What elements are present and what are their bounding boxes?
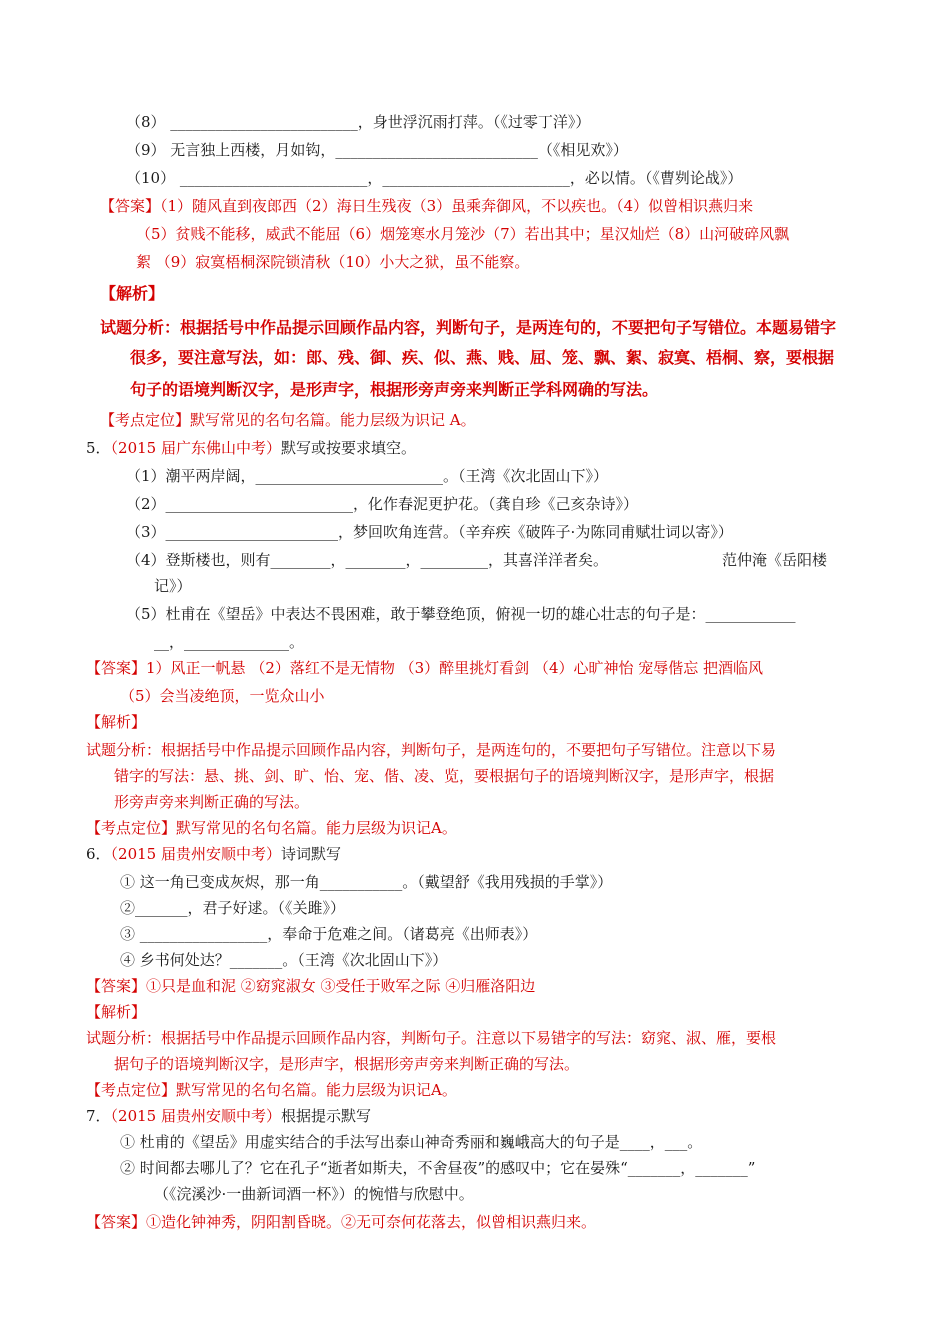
q5-prompt: 默写或按要求填空。 (281, 439, 417, 457)
q6-kaodian: 【考点定位】默写常见的名句名篇。能力层级为识记A。 (86, 1081, 457, 1099)
q6-jiexi-label: 【解析】 (86, 1003, 147, 1021)
q6-item-3: ③ _________________，奉命于危难之间。（诸葛亮《出师表》） (120, 925, 538, 943)
q7-item-2-cont: （《浣溪沙·一曲新词酒一杯》）的惋惜与欣慰中。 (154, 1185, 474, 1203)
q6-number: 6． (86, 845, 111, 863)
q6-analysis-line-2: 据句子的语境判断汉字，是形声字，根据形旁声旁来判断正确的写法。 (114, 1055, 580, 1073)
q4-item-9: （9） 无言独上西楼，月如钩，___________________________（《相见欢》） (126, 141, 628, 159)
q5-jiexi-label: 【解析】 (86, 713, 147, 731)
q6-item-2: ②_______，君子好逑。（《关雎》） (120, 899, 346, 917)
q4-analysis-line-2: 很多，要注意写法，如：郎、残、御、疾、似、燕、贱、屈、笼、飘、絮、寂寞、梧桐、察，要根据 (130, 348, 835, 367)
q4-jiexi-label: 【解析】 (100, 284, 165, 303)
q7-heading (86, 1106, 371, 1126)
q6-item-1: ① 这一角已变成灰烬，那一角___________。（戴望舒《我用残损的手掌》） (120, 873, 613, 891)
q4-analysis-line-3: 句子的语境判断汉字，是形声字，根据形旁声旁来判断正学科网确的写法。 (130, 380, 659, 399)
q6-source: （2015 届贵州安顺中考） (110, 845, 281, 863)
q4-answer-line-2: （5）贫贱不能移，威武不能屈（6）烟笼寒水月笼沙（7）若出其中；星汉灿烂（8）山河破碎风飘 (136, 225, 790, 243)
q5-number: 5． (86, 439, 111, 457)
q5-item-4-source: 范仲淹《岳阳楼 (722, 551, 828, 569)
q4-item-10: （10） _________________________，_________________________，必以情。（《曹刿论战》） (126, 169, 743, 187)
q5-item-4: （4）登斯楼也，则有________，________，_________，其喜洋洋者矣。 (126, 551, 609, 569)
q4-answer-line-3: 絮 （9）寂寞梧桐深院锁清秋（10）小大之狱，虽不能察。 (136, 253, 530, 271)
q7-item-2: ② 时间都去哪儿了？它在孔子“逝者如斯夫，不舍昼夜”的感叹中；它在晏殊“_______，_______” (120, 1159, 756, 1177)
q5-item-5-cont: __，______________。 (154, 633, 305, 651)
q5-heading (86, 438, 416, 458)
q6-item-4: ④ 乡书何处达？_______。（王湾《次北固山下》） (120, 951, 448, 969)
q6-prompt: 诗词默写 (281, 845, 342, 863)
q5-item-3: （3）_______________________，梦回吹角连营。（辛弃疾《破阵子·为陈同甫赋壮词以寄》） (126, 523, 733, 541)
q5-item-4-source-cont: 记》） (154, 577, 192, 595)
q4-item-8: （8） _________________________，身世浮沉雨打萍。（《过零丁洋》） (126, 113, 591, 131)
q7-source: （2015 届贵州安顺中考） (110, 1107, 281, 1125)
q7-prompt: 根据提示默写 (281, 1107, 372, 1125)
q4-analysis-line-1: 试题分析：根据括号中作品提示回顾作品内容，判断句子，是两连句的，不要把句子写错位。本题易错字 (100, 318, 837, 337)
q5-answer-line-1: 【答案】1）风正一帆悬 （2）落红不是无情物 （3）醉里挑灯看剑 （4）心旷神怡 宠辱偕忘 把酒临风 (86, 659, 764, 677)
q7-answer: 【答案】①造化钟神秀，阴阳割昏晓。②无可奈何花落去，似曾相识燕归来。 (86, 1213, 597, 1231)
q7-number: 7． (86, 1107, 111, 1125)
q5-answer-line-2: （5）会当凌绝顶，一览众山小 (120, 687, 325, 705)
q7-item-1: ① 杜甫的《望岳》用虚实结合的手法写出泰山神奇秀丽和巍峨高大的句子是____，___。 (120, 1133, 703, 1151)
q5-item-2: （2）_________________________，化作春泥更护花。（龚自珍《己亥杂诗》） (126, 495, 639, 513)
q5-source: （2015 届广东佛山中考） (110, 439, 281, 457)
q6-answer: 【答案】①只是血和泥 ②窈窕淑女 ③受任于败军之际 ④归雁洛阳边 (86, 977, 536, 995)
q5-analysis-line-1: 试题分析：根据括号中作品提示回顾作品内容，判断句子，是两连句的，不要把句子写错位。注意以下易 (86, 741, 777, 759)
q4-answer-line-1: 【答案】（1）随风直到夜郎西（2）海日生残夜（3）虽乘奔御风，不以疾也。（4）似曾相识燕归来 (100, 197, 754, 215)
q5-analysis-line-3: 形旁声旁来判断正确的写法。 (114, 793, 310, 811)
q6-heading (86, 844, 341, 864)
q6-analysis-line-1: 试题分析：根据括号中作品提示回顾作品内容，判断句子。注意以下易错字的写法：窈窕、淑、雁，要根 (86, 1029, 777, 1047)
q5-kaodian: 【考点定位】默写常见的名句名篇。能力层级为识记A。 (86, 819, 457, 837)
q5-item-1: （1）潮平两岸阔，_________________________。（王湾《次北固山下》） (126, 467, 609, 485)
q5-analysis-line-2: 错字的写法：悬、挑、剑、旷、怡、宠、偕、凌、览，要根据句子的语境判断汉字，是形声字，根据 (114, 767, 775, 785)
q4-kaodian: 【考点定位】默写常见的名句名篇。能力层级为识记 A。 (100, 411, 476, 429)
q5-item-5: （5）杜甫在《望岳》中表达不畏困难，敢于攀登绝顶，俯视一切的雄心壮志的句子是：____________ (126, 605, 796, 623)
